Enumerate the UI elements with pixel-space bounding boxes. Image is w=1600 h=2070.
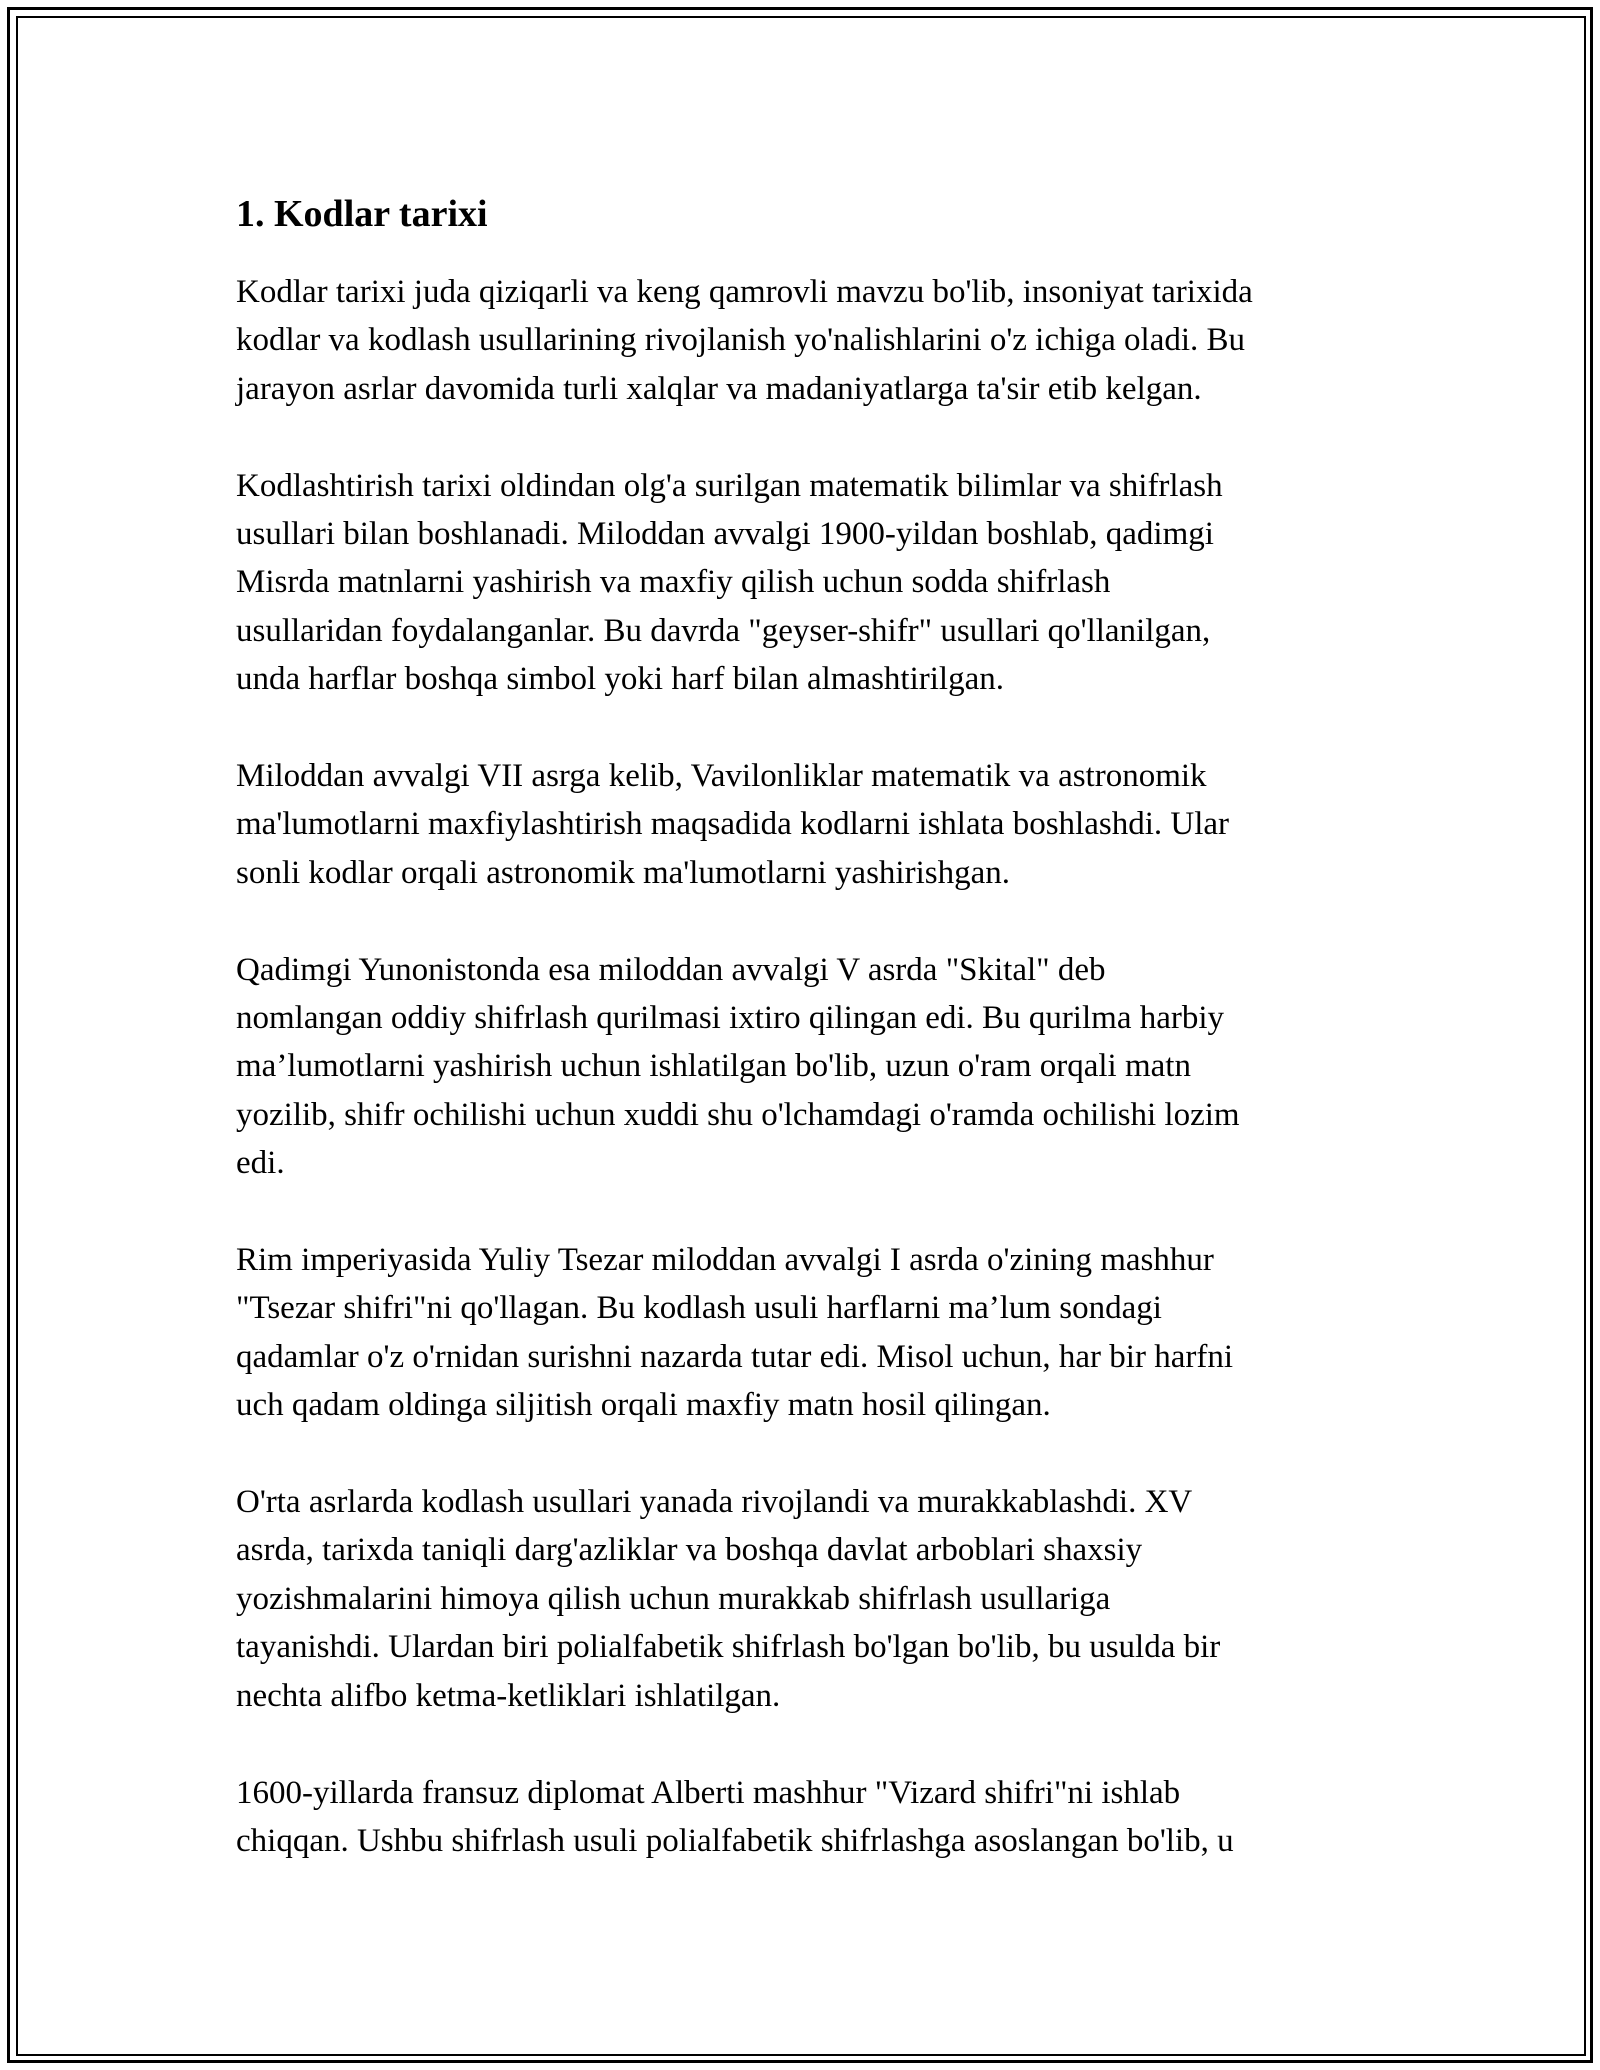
paragraph-line: "Tsezar shifri"ni qo'llagan. Bu kodlash usuli harflarni ma’lum sondagi	[236, 1290, 1162, 1327]
paragraph-line: uch qadam oldinga siljitish orqali maxfiy matn hosil qilingan.	[236, 1387, 1051, 1424]
body-paragraph	[236, 462, 1386, 704]
paragraph-line: unda harflar boshqa simbol yoki harf bilan almashtirilgan.	[236, 661, 1004, 698]
paragraph-line: tayanishdi. Ulardan biri polialfabetik shifrlash bo'lgan bo'lib, bu usulda bir	[236, 1629, 1221, 1666]
paragraph-line: Qadimgi Yunonistonda esa miloddan avvalgi V asrda "Skital" deb	[236, 951, 1106, 988]
body-paragraph	[236, 1769, 1386, 1866]
paragraph-line: ma’lumotlarni yashirish uchun ishlatilgan bo'lib, uzun o'ram orqali matn	[236, 1048, 1191, 1085]
paragraph-line: ma'lumotlarni maxfiylashtirish maqsadida kodlarni ishlata boshlashdi. Ular	[236, 806, 1229, 843]
paragraph-line: qadamlar o'z o'rnidan surishni nazarda tutar edi. Misol uchun, har bir harfni	[236, 1338, 1233, 1375]
paragraph-line: yozilib, shifr ochilishi uchun xuddi shu o'lchamdagi o'ramda ochilishi lozim	[236, 1096, 1240, 1133]
paragraph-list	[236, 268, 1386, 1865]
paragraph-line: O'rta asrlarda kodlash usullari yanada rivojlandi va murakkablashdi. XV	[236, 1484, 1193, 1521]
paragraph-line: jarayon asrlar davomida turli xalqlar va madaniyatlarga ta'sir etib kelgan.	[236, 370, 1202, 407]
body-paragraph	[236, 1478, 1386, 1720]
section-heading: 1. Kodlar tarixi	[236, 193, 488, 235]
paragraph-line: yozishmalarini himoya qilish uchun murakkab shifrlash usullariga	[236, 1580, 1111, 1617]
paragraph-line: asrda, tarixda taniqli darg'azliklar va boshqa davlat arboblari shaxsiy	[236, 1532, 1143, 1569]
document-body	[236, 186, 1386, 1914]
paragraph-line: usullaridan foydalanganlar. Bu davrda "geyser-shifr" usullari qo'llanilgan,	[236, 612, 1211, 649]
body-paragraph	[236, 946, 1386, 1188]
paragraph-line: 1600-yillarda fransuz diplomat Alberti mashhur "Vizard shifri"ni ishlab	[236, 1774, 1181, 1811]
paragraph-line: Misrda matnlarni yashirish va maxfiy qilish uchun sodda shifrlash	[236, 564, 1111, 601]
paragraph-line: nomlangan oddiy shifrlash qurilmasi ixtiro qilingan edi. Bu qurilma harbiy	[236, 1000, 1225, 1037]
paragraph-line: Miloddan avvalgi VII asrga kelib, Vavilonliklar matematik va astronomik	[236, 758, 1207, 795]
paragraph-line: edi.	[236, 1145, 285, 1182]
paragraph-line: Kodlar tarixi juda qiziqarli va keng qamrovli mavzu bo'lib, insoniyat tarixida	[236, 274, 1253, 310]
body-paragraph	[236, 1236, 1386, 1430]
paragraph-line: usullari bilan boshlanadi. Miloddan avvalgi 1900-yildan boshlab, qadimgi	[236, 516, 1214, 553]
paragraph-line: kodlar va kodlash usullarining rivojlanish yo'nalishlarini o'z ichiga oladi. Bu	[236, 322, 1246, 359]
body-paragraph	[236, 268, 1386, 413]
paragraph-line: Kodlashtirish tarixi oldindan olg'a surilgan matematik bilimlar va shifrlash	[236, 467, 1223, 504]
paragraph-line: sonli kodlar orqali astronomik ma'lumotlarni yashirishgan.	[236, 854, 1010, 891]
paragraph-line: nechta alifbo ketma-ketliklari ishlatilgan.	[236, 1677, 781, 1714]
paragraph-line: Rim imperiyasida Yuliy Tsezar miloddan avvalgi I asrda o'zining mashhur	[236, 1242, 1214, 1279]
body-paragraph	[236, 752, 1386, 897]
paragraph-line: chiqqan. Ushbu shifrlash usuli polialfabetik shifrlashga asoslangan bo'lib, u	[236, 1822, 1234, 1859]
